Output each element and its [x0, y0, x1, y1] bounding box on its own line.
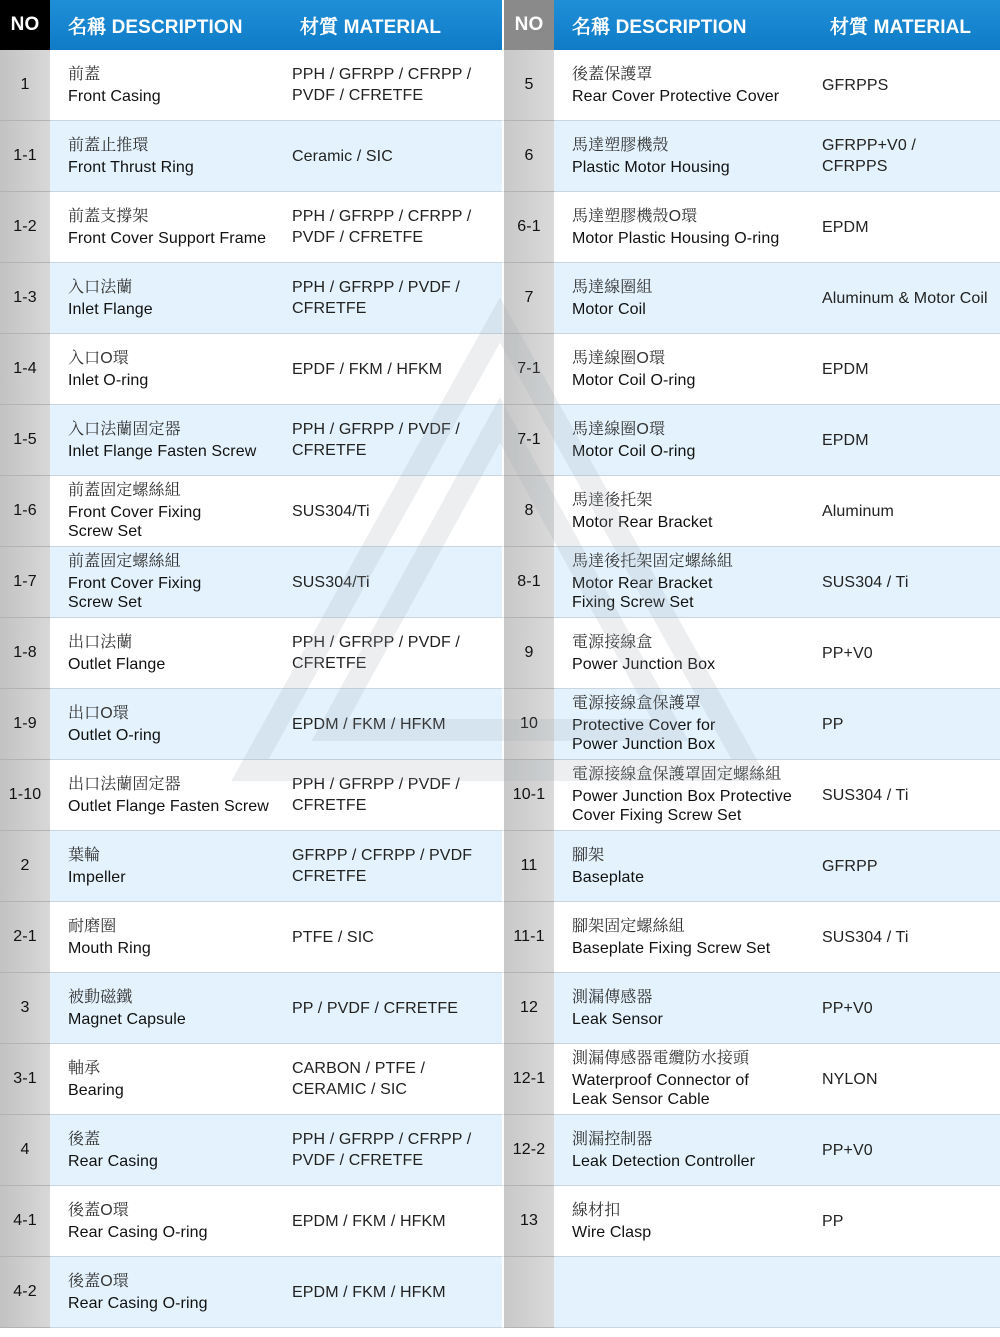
part-material-right: SUS304 / Ti	[812, 902, 1000, 973]
part-name-en: Rear Casing O-ring	[68, 1294, 208, 1312]
part-name-zh: 耐磨圈	[68, 917, 117, 935]
part-description-left	[50, 476, 282, 547]
part-name-zh: 馬達線圈組	[572, 278, 653, 296]
part-description-left	[50, 1257, 282, 1328]
row-number-right: 13	[504, 1186, 554, 1257]
part-name-zh: 前蓋止推環	[68, 136, 149, 154]
part-material-right-empty	[812, 1257, 1000, 1328]
part-description-left	[50, 1115, 282, 1186]
part-name-zh: 出口法蘭固定器	[68, 775, 181, 793]
part-name-zh: 前蓋固定螺絲組	[68, 553, 181, 570]
row-number-left: 2-1	[0, 902, 50, 973]
part-name-en: Baseplate	[572, 868, 645, 886]
part-name-en: Front Cover Fixing Screw Set	[68, 504, 202, 540]
part-name-zh: 腳架	[572, 846, 605, 864]
part-name-en: Outlet Flange	[68, 655, 166, 673]
row-number-right: 10	[504, 689, 554, 760]
row-number-left: 4-2	[0, 1257, 50, 1328]
part-name-zh: 後蓋O環	[68, 1201, 129, 1219]
row-number-right: 6	[504, 121, 554, 192]
row-number-right: 11-1	[504, 902, 554, 973]
part-description-left	[50, 50, 282, 121]
row-number-left: 1	[0, 50, 50, 121]
part-material-right: PP	[812, 689, 1000, 760]
part-material-right: GFRPP	[812, 831, 1000, 902]
row-number-right: 5	[504, 50, 554, 121]
part-description-right	[554, 334, 812, 405]
part-material-right: GFRPP+V0 / CFRPPS	[812, 121, 1000, 192]
part-description-left	[50, 547, 282, 618]
part-material-right: PP+V0	[812, 1115, 1000, 1186]
part-material-right: PP+V0	[812, 618, 1000, 689]
part-name-zh: 線材扣	[572, 1201, 621, 1219]
part-material-left: PPH / GFRPP / PVDF / CFRETFE	[282, 405, 504, 476]
part-description-right	[554, 973, 812, 1044]
part-name-en: Front Thrust Ring	[68, 158, 194, 176]
part-material-right: PP	[812, 1186, 1000, 1257]
row-number-left: 1-2	[0, 192, 50, 263]
part-material-right: PP+V0	[812, 973, 1000, 1044]
part-material-left: PPH / GFRPP / CFRPP / PVDF / CFRETFE	[282, 1115, 504, 1186]
part-material-right: Aluminum & Motor Coil	[812, 263, 1000, 334]
part-name-zh: 被動磁鐵	[68, 988, 133, 1006]
part-name-zh: 入口法蘭	[68, 278, 133, 296]
part-name-en: Motor Coil O-ring	[572, 442, 696, 460]
row-number-right: 7-1	[504, 334, 554, 405]
part-name-en: Outlet Flange Fasten Screw	[68, 797, 269, 815]
header-no-left: NO	[0, 0, 50, 50]
row-number-right: 9	[504, 618, 554, 689]
header-no-right: NO	[504, 0, 554, 50]
part-description-right	[554, 760, 812, 831]
row-number-right: 10-1	[504, 760, 554, 831]
part-name-zh: 腳架固定螺絲組	[572, 917, 685, 935]
part-name-zh: 馬達後托架	[572, 491, 653, 509]
part-material-right: SUS304 / Ti	[812, 760, 1000, 831]
row-number-left: 4	[0, 1115, 50, 1186]
part-name-zh: 出口O環	[68, 704, 129, 722]
part-name-en: Motor Coil	[572, 300, 646, 318]
row-number-right: 8-1	[504, 547, 554, 618]
part-name-en: Rear Casing O-ring	[68, 1223, 208, 1241]
part-description-right	[554, 831, 812, 902]
part-name-en: Power Junction Box Protective Cover Fixing Screw Set	[572, 788, 792, 824]
part-material-left: PPH / GFRPP / CFRPP / PVDF / CFRETFE	[282, 50, 504, 121]
header-material-left: 材質 MATERIAL	[282, 0, 504, 50]
part-material-left: PPH / GFRPP / CFRPP / PVDF / CFRETFE	[282, 192, 504, 263]
row-number-left: 1-8	[0, 618, 50, 689]
part-description-right	[554, 902, 812, 973]
part-name-en: Mouth Ring	[68, 939, 151, 957]
row-number-right: 7	[504, 263, 554, 334]
part-material-left: CARBON / PTFE / CERAMIC / SIC	[282, 1044, 504, 1115]
part-name-en: Impeller	[68, 868, 126, 886]
row-number-right: 11	[504, 831, 554, 902]
part-name-en: Rear Cover Protective Cover	[572, 87, 780, 105]
row-number-left: 3-1	[0, 1044, 50, 1115]
part-name-en: Power Junction Box	[572, 655, 716, 673]
part-name-zh: 電源接線盒保護罩固定螺絲組	[572, 766, 782, 783]
part-name-en: Rear Casing	[68, 1152, 159, 1170]
part-material-left: PPH / GFRPP / PVDF / CFRETFE	[282, 760, 504, 831]
part-name-zh: 測漏傳感器	[572, 988, 653, 1006]
part-name-zh: 馬達塑膠機殼O環	[572, 207, 698, 225]
part-description-right	[554, 1044, 812, 1115]
part-name-zh: 馬達塑膠機殼	[572, 136, 669, 154]
part-description-left	[50, 902, 282, 973]
part-name-zh: 馬達後托架固定螺絲組	[572, 553, 734, 570]
part-material-left: PTFE / SIC	[282, 902, 504, 973]
part-description-left	[50, 192, 282, 263]
part-name-zh: 馬達線圈O環	[572, 420, 666, 438]
part-description-right	[554, 263, 812, 334]
part-description-left	[50, 689, 282, 760]
part-name-en: Plastic Motor Housing	[572, 158, 730, 176]
part-description-left	[50, 263, 282, 334]
part-description-right	[554, 192, 812, 263]
part-name-en: Motor Plastic Housing O-ring	[572, 229, 780, 247]
header-material-right: 材質 MATERIAL	[812, 0, 1000, 50]
part-description-right	[554, 689, 812, 760]
part-material-left: PPH / GFRPP / PVDF / CFRETFE	[282, 263, 504, 334]
part-description-left	[50, 831, 282, 902]
part-material-right: Aluminum	[812, 476, 1000, 547]
part-name-zh: 測漏控制器	[572, 1130, 653, 1148]
part-name-en: Motor Rear Bracket Fixing Screw Set	[572, 575, 713, 611]
part-name-zh: 馬達線圈O環	[572, 349, 666, 367]
part-name-zh: 前蓋	[68, 65, 101, 83]
part-material-right: EPDM	[812, 405, 1000, 476]
row-number-left: 1-3	[0, 263, 50, 334]
part-material-left: EPDM / FKM / HFKM	[282, 1186, 504, 1257]
part-description-left	[50, 1186, 282, 1257]
part-name-zh: 前蓋支撐架	[68, 207, 149, 225]
part-material-left: GFRPP / CFRPP / PVDF CFRETFE	[282, 831, 504, 902]
part-material-left: SUS304/Ti	[282, 476, 504, 547]
part-description-right	[554, 1186, 812, 1257]
header-description-right: 名稱 DESCRIPTION	[554, 0, 812, 50]
part-name-zh: 入口法蘭固定器	[68, 420, 181, 438]
part-name-zh: 出口法蘭	[68, 633, 133, 651]
part-name-zh: 測漏傳感器電纜防水接頭	[572, 1050, 750, 1067]
part-name-en: Bearing	[68, 1081, 124, 1099]
part-description-left	[50, 334, 282, 405]
part-name-en: Front Casing	[68, 87, 161, 105]
part-name-zh: 電源接線盒保護罩	[572, 695, 701, 712]
part-description-right-empty	[554, 1257, 812, 1328]
part-name-en: Waterproof Connector of Leak Sensor Cable	[572, 1072, 749, 1108]
part-name-en: Inlet Flange Fasten Screw	[68, 442, 257, 460]
part-name-en: Leak Sensor	[572, 1010, 663, 1028]
part-description-left	[50, 121, 282, 192]
part-material-right: SUS304 / Ti	[812, 547, 1000, 618]
row-number-left: 1-7	[0, 547, 50, 618]
row-number-left: 1-6	[0, 476, 50, 547]
part-name-zh: 軸承	[68, 1059, 101, 1077]
row-number-right: 12-1	[504, 1044, 554, 1115]
part-material-left: EPDM / FKM / HFKM	[282, 689, 504, 760]
part-name-en: Leak Detection Controller	[572, 1152, 756, 1170]
part-description-right	[554, 618, 812, 689]
part-material-right: NYLON	[812, 1044, 1000, 1115]
part-name-en: Protective Cover for Power Junction Box	[572, 717, 716, 753]
row-number-right-empty	[504, 1257, 554, 1328]
header-description-left: 名稱 DESCRIPTION	[50, 0, 282, 50]
part-name-en: Front Cover Support Frame	[68, 229, 267, 247]
part-material-right: GFRPPS	[812, 50, 1000, 121]
part-description-right	[554, 547, 812, 618]
part-material-left: EPDF / FKM / HFKM	[282, 334, 504, 405]
part-description-left	[50, 1044, 282, 1115]
row-number-left: 3	[0, 973, 50, 1044]
part-name-zh: 後蓋保護罩	[572, 65, 653, 83]
row-number-right: 8	[504, 476, 554, 547]
row-number-left: 4-1	[0, 1186, 50, 1257]
part-name-en: Wire Clasp	[572, 1223, 652, 1241]
row-number-right: 6-1	[504, 192, 554, 263]
row-number-left: 1-10	[0, 760, 50, 831]
part-name-en: Motor Coil O-ring	[572, 371, 696, 389]
row-number-left: 1-9	[0, 689, 50, 760]
part-material-left: Ceramic / SIC	[282, 121, 504, 192]
part-name-zh: 電源接線盒	[572, 633, 653, 651]
part-material-left: SUS304/Ti	[282, 547, 504, 618]
part-name-zh: 葉輪	[68, 846, 101, 864]
row-number-left: 1-5	[0, 405, 50, 476]
row-number-left: 2	[0, 831, 50, 902]
part-material-right: EPDM	[812, 334, 1000, 405]
part-description-right	[554, 476, 812, 547]
part-name-zh: 後蓋	[68, 1130, 101, 1148]
part-description-right	[554, 50, 812, 121]
part-description-right	[554, 405, 812, 476]
part-name-en: Inlet Flange	[68, 300, 153, 318]
part-description-right	[554, 1115, 812, 1186]
part-name-zh: 前蓋固定螺絲組	[68, 482, 181, 499]
part-name-zh: 後蓋O環	[68, 1272, 129, 1290]
row-number-left: 1-1	[0, 121, 50, 192]
part-name-en: Outlet O-ring	[68, 726, 161, 744]
part-name-en: Magnet Capsule	[68, 1010, 186, 1028]
part-name-en: Motor Rear Bracket	[572, 513, 713, 531]
part-description-left	[50, 973, 282, 1044]
part-name-en: Front Cover Fixing Screw Set	[68, 575, 202, 611]
part-material-right: EPDM	[812, 192, 1000, 263]
part-description-left	[50, 618, 282, 689]
part-description-right	[554, 121, 812, 192]
part-name-en: Baseplate Fixing Screw Set	[572, 939, 771, 957]
row-number-left: 1-4	[0, 334, 50, 405]
part-description-left	[50, 760, 282, 831]
part-material-left: PPH / GFRPP / PVDF / CFRETFE	[282, 618, 504, 689]
part-description-left	[50, 405, 282, 476]
part-material-left: EPDM / FKM / HFKM	[282, 1257, 504, 1328]
part-name-zh: 入口O環	[68, 349, 129, 367]
row-number-right: 7-1	[504, 405, 554, 476]
part-material-left: PP / PVDF / CFRETFE	[282, 973, 504, 1044]
row-number-right: 12	[504, 973, 554, 1044]
part-name-en: Inlet O-ring	[68, 371, 149, 389]
row-number-right: 12-2	[504, 1115, 554, 1186]
